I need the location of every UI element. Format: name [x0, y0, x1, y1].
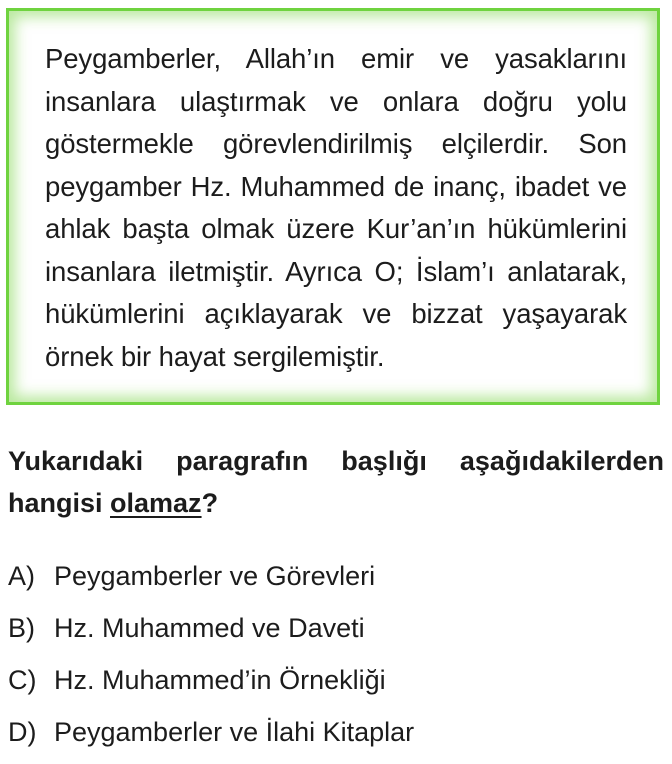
option-text: Peygamberler ve İlahi Kitaplar [54, 717, 415, 747]
option-letter: A) [8, 561, 35, 591]
answer-options [8, 556, 414, 764]
option-letter: C) [8, 665, 37, 695]
option-a[interactable] [8, 556, 414, 608]
question-text [8, 440, 664, 524]
option-text: Hz. Muhammed’in Örnekliği [54, 665, 386, 695]
option-text: Hz. Muhammed ve Daveti [54, 613, 365, 643]
option-c[interactable] [8, 660, 414, 712]
option-text: Peygamberler ve Görevleri [54, 561, 376, 591]
passage-text: Peygamberler, Allah’ın emir ve yasaklarını insanlara ulaştırmak ve onlara doğru yolu göstermekle görevlendirilmiş elçilerdir. Son peygamber Hz. Muhammed de inanç, ibadet ve ahlak başta olmak üzere Kur’an’ın hükümlerini insanlara iletmiştir. Ayrıca O; İslam’ı anlatarak, hükümlerini açıklayarak ve bizzat yaşayarak örnek bir hayat sergilemiştir. [45, 43, 627, 372]
question-end: ? [201, 488, 219, 518]
option-letter: D) [8, 717, 37, 747]
option-d[interactable] [8, 712, 414, 764]
question-emphasis: olamaz [110, 488, 202, 518]
option-b[interactable] [8, 608, 414, 660]
option-letter: B) [8, 613, 35, 643]
question-main: Yukarıdaki paragrafın başlığı aşağıdakilerden hangisi [8, 446, 664, 518]
passage-box [6, 8, 660, 405]
